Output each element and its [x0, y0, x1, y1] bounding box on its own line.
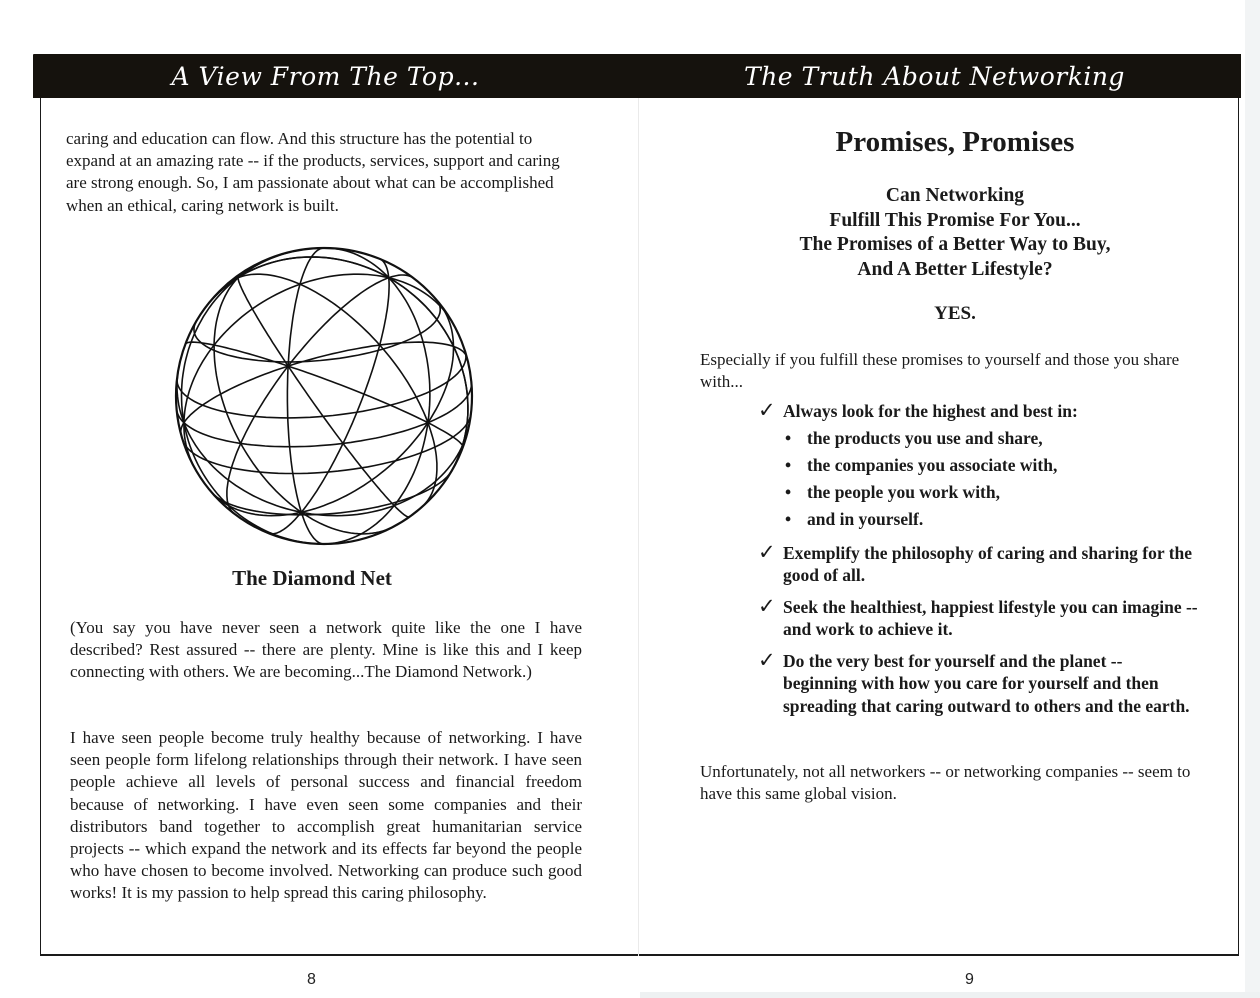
- sphere-line: [214, 266, 395, 534]
- page-number-right: 9: [965, 971, 974, 988]
- checkmark-icon: ✓: [758, 593, 776, 618]
- sphere-line: [194, 298, 440, 362]
- lead-paragraph: Especially if you fulfill these promises to yourself and those you share with...: [700, 350, 1180, 392]
- checklist-item-text: Exemplify the philosophy of caring and sharing for the good of all.: [783, 542, 1193, 585]
- bullet-icon: •: [785, 454, 792, 475]
- page-number-left: 8: [307, 971, 316, 988]
- subheading: [640, 184, 1260, 282]
- bullet-icon: •: [785, 427, 792, 448]
- checkmark-icon: ✓: [758, 398, 776, 422]
- subheading-line: Can Networking: [885, 185, 1025, 206]
- sphere-line: [210, 302, 454, 516]
- subheading-line: The Promises of a Better Way to Buy,: [799, 234, 1111, 255]
- bullet-item: [783, 452, 1198, 479]
- bullet-list: [783, 425, 1198, 533]
- checklist-item: [758, 400, 1198, 533]
- bullet-text: and in yourself.: [807, 508, 924, 529]
- section-title: Promises, Promises: [835, 126, 1075, 158]
- checklist-item-text: Do the very best for yourself and the planet -- beginning with how you care for yourself and then spreading that caring outward to others and the earth.: [783, 650, 1190, 716]
- paragraph: (You say you have never seen a network quite like the one I have described? Rest assured -- there are plenty. Mine is like this and I keep connecting with others. We are becoming...The Diamond Network.): [70, 618, 582, 682]
- bullet-icon: •: [785, 481, 792, 502]
- checklist-item-text: Seek the healthiest, happiest lifestyle you can imagine -- and work to achieve it.: [783, 596, 1198, 639]
- checklist: [758, 400, 1198, 726]
- sphere-line: [177, 368, 469, 516]
- checklist-item: [758, 593, 1198, 641]
- bullet-item: [783, 506, 1198, 533]
- paragraph: I have seen people become truly healthy because of networking. I have seen people form lifelong relationships through their network. I have seen people achieve all levels of personal success and financial freedom because of networking. I have even seen some companies and their distributors band together to accomplish great humanitarian service projects -- which expand the network and its effects far beyond the people who have chosen to become involved. Networking can produce such good works! It is my passion to help spread this caring philosophy.: [70, 728, 582, 903]
- left-header-bar: [33, 54, 638, 98]
- book-gutter: [638, 98, 639, 956]
- bullet-item: [783, 425, 1198, 452]
- bullet-text: the products you use and share,: [807, 427, 1043, 448]
- checkmark-icon: ✓: [758, 539, 776, 564]
- checkmark-icon: ✓: [758, 647, 776, 672]
- figure-caption: The Diamond Net: [232, 566, 392, 590]
- bullet-icon: •: [785, 508, 792, 529]
- subheading-line: And A Better Lifestyle?: [857, 258, 1053, 280]
- closing-paragraph: Unfortunately, not all networkers -- or networking companies -- seem to have this same global vision.: [700, 762, 1191, 804]
- sphere-line: [320, 248, 430, 544]
- page-bottom-edge: [640, 992, 1260, 998]
- checklist-item-text: Always look for the highest and best in:: [783, 401, 1078, 421]
- left-header-title: A View From The Top...: [171, 61, 480, 91]
- checklist-item: [758, 539, 1198, 587]
- right-header-title: The Truth About Networking: [744, 61, 1125, 91]
- intro-paragraph: caring and education can flow. And this structure has the potential to expand at an amazing rate -- if the products, services, support and caring are strong enough. So, I am passionate about what can be accomplished when an ethical, caring network is built.: [66, 129, 560, 215]
- checklist-item: [758, 647, 1198, 718]
- subheading-line: Fulfill This Promise For You...: [829, 209, 1081, 231]
- bullet-item: [783, 479, 1198, 506]
- bullet-text: the people you work with,: [807, 481, 1000, 502]
- geodesic-sphere-icon: [174, 246, 474, 546]
- sphere-line: [287, 248, 324, 544]
- bullet-text: the companies you associate with,: [807, 454, 1058, 475]
- answer: YES.: [934, 303, 976, 324]
- right-header-bar: [638, 54, 1241, 98]
